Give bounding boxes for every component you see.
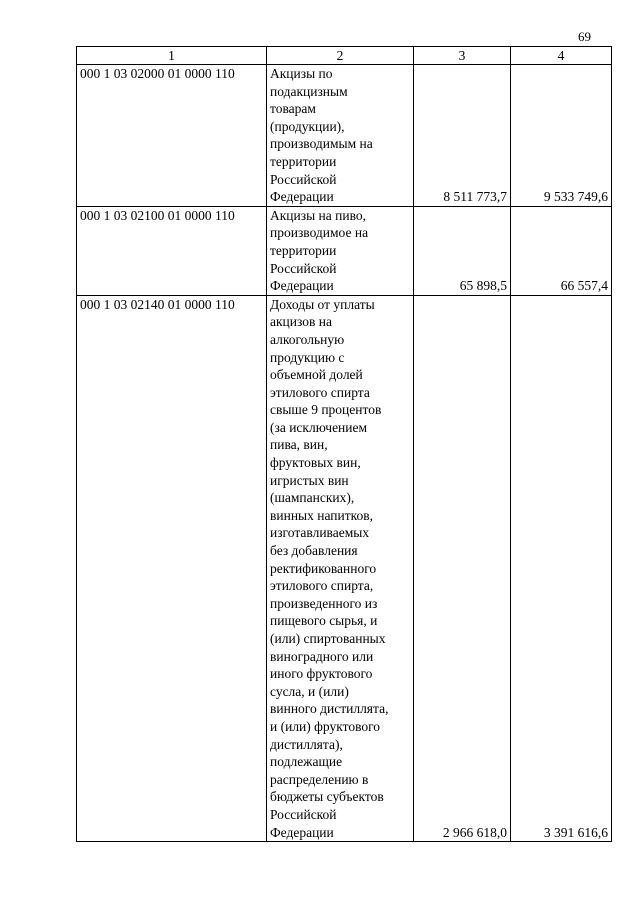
revenue-name-line: произведенного из	[270, 595, 378, 611]
revenue-name-line: бюджеты субъектов	[270, 789, 384, 805]
revenue-name-line: Доходы от уплаты	[270, 296, 375, 312]
revenue-name-line: этилового спирта	[270, 384, 370, 400]
revenue-name-line: винного дистиллята,	[270, 701, 389, 717]
revenue-name-line: пива, вин,	[270, 437, 328, 453]
revenue-code-cell: 000 1 03 02140 01 0000 110	[77, 295, 267, 841]
amount-col4-cell: 9 533 749,6	[511, 65, 612, 207]
revenue-code-cell: 000 1 03 02100 01 0000 110	[77, 206, 267, 295]
amount-col4-cell: 3 391 616,6	[511, 295, 612, 841]
revenue-name-line: подлежащие	[270, 754, 343, 770]
revenue-name-line: фруктовых вин,	[270, 455, 361, 471]
revenue-name-line: товарам	[270, 101, 316, 117]
revenue-name-line: продукцию с	[270, 349, 345, 365]
revenue-name-line: ректификованного	[270, 560, 377, 576]
amount-col4-cell: 66 557,4	[511, 206, 612, 295]
revenue-name-line: Федерации	[270, 189, 334, 205]
table-row	[77, 295, 612, 841]
table-row	[77, 206, 612, 295]
revenue-name-line: и (или) фруктового	[270, 718, 381, 734]
revenue-name-line: пищевого сырья, и	[270, 613, 378, 629]
revenue-name-line: винных напитков,	[270, 507, 374, 523]
revenue-name-line: игристых вин	[270, 472, 349, 488]
revenue-name-line: (шампанских),	[270, 490, 355, 506]
revenue-name-line: производимое на	[270, 225, 369, 241]
revenue-name-line: Акцизы по	[270, 66, 333, 81]
amount-col3-cell: 2 966 618,0	[414, 295, 511, 841]
revenue-name-line: (за исключением	[270, 419, 368, 435]
revenue-name-line: иного фруктового	[270, 666, 373, 682]
column-header-1: 1	[77, 47, 267, 65]
budget-table	[76, 46, 612, 842]
revenue-name-line: Акцизы на пиво,	[270, 207, 366, 223]
revenue-name-cell	[267, 65, 414, 207]
revenue-name-line: без добавления	[270, 543, 358, 559]
table-header-row	[77, 47, 612, 65]
revenue-name-line: (продукции),	[270, 118, 345, 134]
revenue-name-line: производимым на	[270, 136, 373, 152]
revenue-name-line: дистиллята),	[270, 736, 343, 752]
revenue-code-cell: 000 1 03 02000 01 0000 110	[77, 65, 267, 207]
revenue-name-line: территории	[270, 242, 337, 258]
revenue-name-line: объемной долей	[270, 367, 363, 383]
revenue-name-line: Российской	[270, 171, 337, 187]
column-header-4: 4	[511, 47, 612, 65]
revenue-name-line: акцизов на	[270, 314, 332, 330]
revenue-name-line: территории	[270, 153, 337, 169]
revenue-name-cell	[267, 206, 414, 295]
revenue-name-line: изготавливаемых	[270, 525, 370, 541]
table-body	[77, 65, 612, 842]
table-row	[77, 65, 612, 207]
revenue-name-line: Российской	[270, 260, 337, 276]
revenue-name-line: этилового спирта,	[270, 578, 374, 594]
amount-col3-cell: 65 898,5	[414, 206, 511, 295]
page-number: 69	[578, 29, 591, 44]
amount-col3-cell: 8 511 773,7	[414, 65, 511, 207]
revenue-name-line: Российской	[270, 806, 337, 822]
revenue-name-line: свыше 9 процентов	[270, 402, 382, 418]
revenue-name-line: алкогольную	[270, 331, 345, 347]
column-header-3: 3	[414, 47, 511, 65]
revenue-name-line: Федерации	[270, 278, 334, 294]
column-header-2: 2	[267, 47, 414, 65]
revenue-name-cell	[267, 295, 414, 841]
revenue-name-line: сусла, и (или)	[270, 683, 349, 699]
revenue-name-line: (или) спиртованных	[270, 631, 386, 646]
revenue-name-line: распределению в	[270, 771, 369, 787]
revenue-name-line: подакцизным	[270, 83, 348, 99]
revenue-name-line: виноградного или	[270, 648, 374, 664]
revenue-name-line: Федерации	[270, 824, 334, 840]
